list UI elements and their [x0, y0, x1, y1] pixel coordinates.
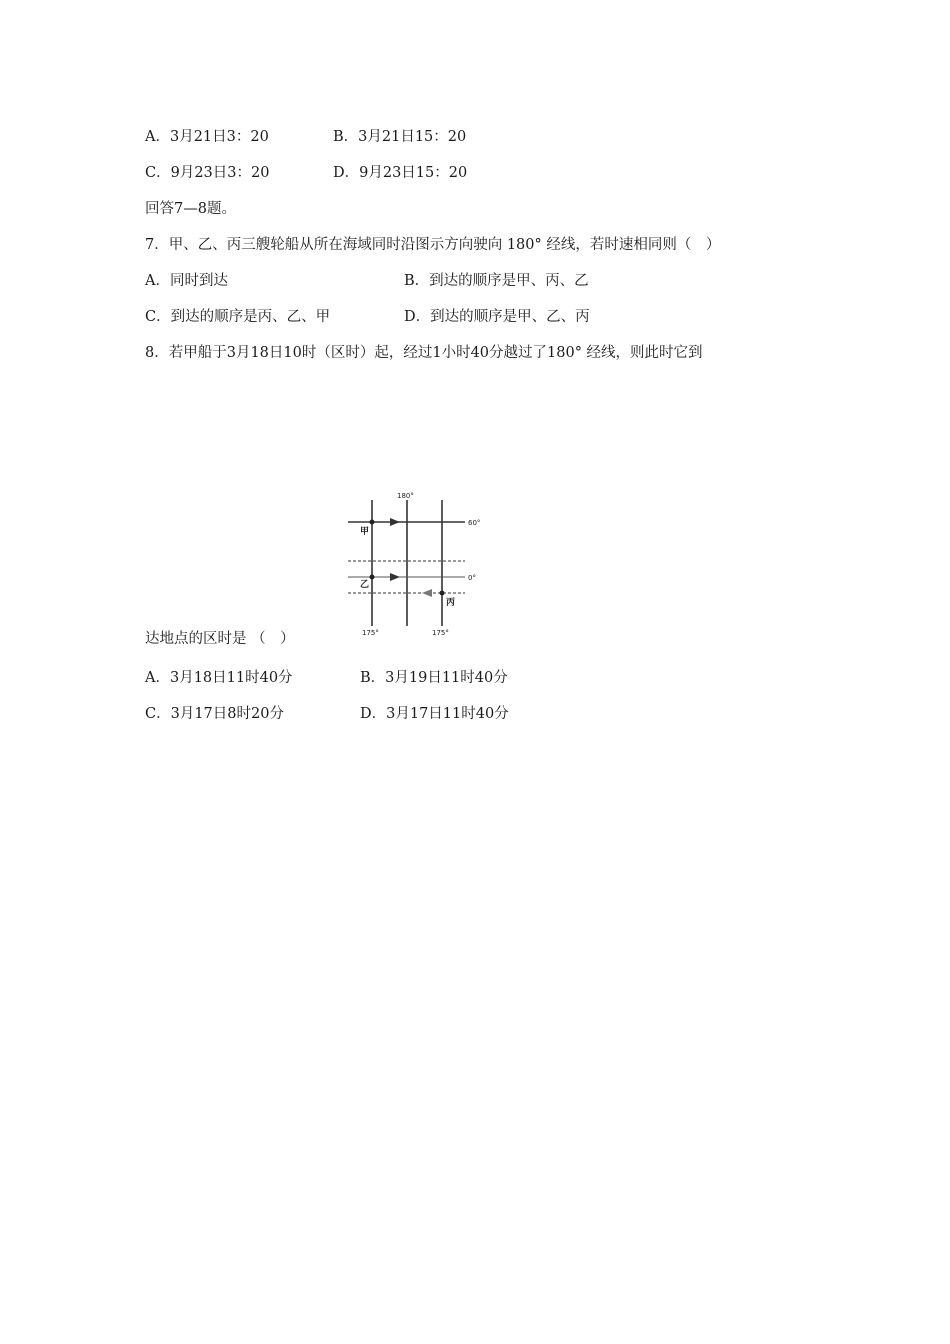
label-ship-bing: 丙 — [446, 598, 456, 608]
q8-option-d: D．3月17日11时40分 — [360, 706, 509, 722]
label-175-left: 175° — [362, 629, 379, 637]
ship-bing-dot — [440, 591, 445, 596]
q8-option-a: A．3月18日11时40分 — [145, 670, 293, 686]
q6-option-d: D．9月23日15：20 — [333, 165, 468, 181]
label-0: 0° — [468, 574, 476, 582]
q8-stem-continued: 达地点的区时是 （ ） — [145, 631, 295, 647]
q8-option-b: B．3月19日11时40分 — [360, 670, 508, 686]
q7-option-d: D．到达的顺序是甲、乙、丙 — [404, 309, 590, 325]
q7-option-b: B．到达的顺序是甲、丙、乙 — [404, 273, 589, 289]
label-ship-yi: 乙 — [360, 580, 370, 590]
label-ship-jia: 甲 — [360, 527, 370, 537]
q8-stem: 8．若甲船于3月18日10时（区时）起，经过1小时40分越过了180° 经线，则此时它到 — [145, 345, 703, 361]
ship-jia-dot — [370, 520, 375, 525]
q7-stem: 7．甲、乙、丙三艘轮船从所在海域同时沿图示方向驶向 180° 经线，若时速相同则（ ） — [145, 237, 721, 253]
label-175-right: 175° — [432, 629, 449, 637]
ship-yi-arrow-icon — [390, 573, 400, 581]
q6-option-c: C．9月23日3：20 — [145, 165, 270, 181]
ship-jia-arrow-icon — [390, 518, 400, 526]
q7-option-a: A．同时到达 — [145, 273, 228, 289]
q7-option-c: C．到达的顺序是丙、乙、甲 — [145, 309, 331, 325]
question-group-intro: 回答7—8题。 — [145, 201, 236, 217]
ship-yi-dot — [370, 575, 375, 580]
q6-option-a: A．3月21日3：20 — [145, 129, 269, 145]
ship-route-diagram — [340, 488, 490, 640]
ship-bing-arrow-icon — [422, 589, 432, 597]
label-180: 180° — [397, 492, 414, 500]
label-60: 60° — [468, 519, 481, 527]
q6-option-b: B．3月21日15：20 — [333, 129, 467, 145]
q8-option-c: C．3月17日8时20分 — [145, 706, 284, 722]
